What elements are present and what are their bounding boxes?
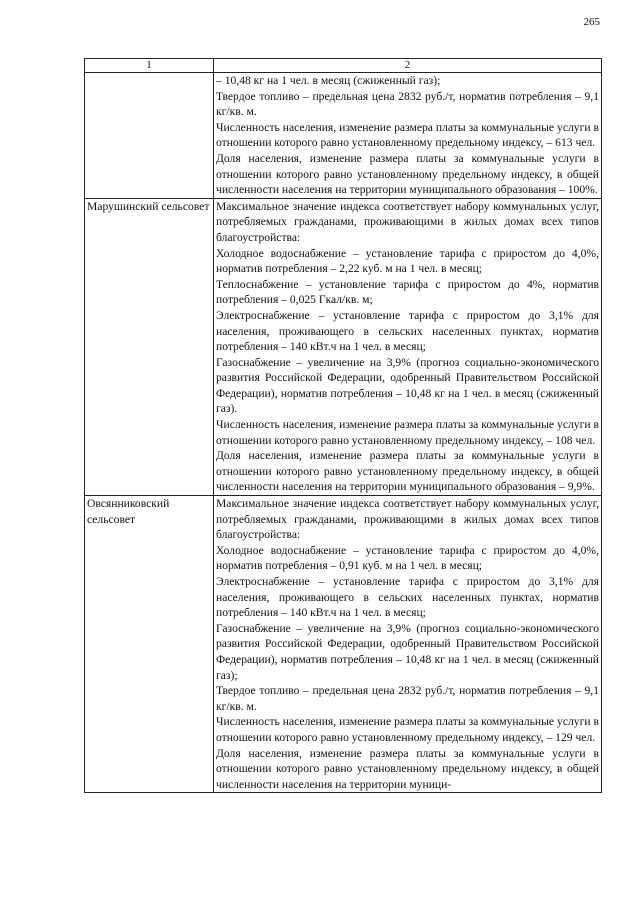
- table-row: [85, 198, 602, 495]
- description-paragraph: Доля населения, изменение размера платы за коммунальные услуги в отношении которого равно установленному предельному индексу, в общей численности населения на территории муниципального образования – 100%.: [216, 151, 599, 197]
- municipality-cell: [85, 198, 214, 495]
- description-paragraph: Теплоснабжение – установление тарифа с приростом до 4%, норматив потребления – 0,025 Гкал/кв. м;: [216, 277, 599, 307]
- description-cell: [214, 198, 602, 495]
- description-paragraph: Твердое топливо – предельная цена 2832 руб./т, норматив потребления – 9,1 кг/кв. м.: [216, 684, 599, 713]
- page-number: 265: [583, 16, 600, 28]
- description-paragraph: Электроснабжение – установление тарифа с приростом до 3,1% для населения, проживающего в сельских населенных пунктах, норматив потребления – 140 кВт.ч на 1 чел. в месяц;: [216, 575, 599, 620]
- description-paragraph: Холодное водоснабжение – установление тарифа с приростом до 4,0%, норматив потребления – 2,22 куб. м на 1 чел. в месяц;: [216, 246, 599, 276]
- description-paragraph: Газоснабжение – увеличение на 3,9% (прогноз социально-экономического развития Российской Федерации, одобренный Правительством Российской Федерации), норматив потребления – 10,48 кг на 1 чел. в месяц (сжиженный газ).: [216, 355, 599, 416]
- municipality-cell: [85, 73, 214, 199]
- description-paragraph: Максимальное значение индекса соответствует набору коммунальных услуг, потребляемых гражданами, проживающими в жилых домах всех типов благоустройства:: [216, 497, 599, 542]
- table-row: [85, 496, 602, 793]
- municipality-name: Овсянниковский сельсовет: [87, 497, 170, 526]
- table-row: [85, 73, 602, 199]
- column-header-2: 2: [214, 59, 602, 73]
- description-paragraph: Холодное водоснабжение – установление тарифа с приростом до 4,0%, норматив потребления – 0,91 куб. м на 1 чел. в месяц;: [216, 543, 599, 573]
- description-cell: [214, 496, 602, 793]
- description-paragraph: Доля населения, изменение размера платы за коммунальные услуги в отношении которого равно установленному предельному индексу, в общей численности населения на территории муници-: [216, 746, 599, 791]
- description-paragraph: Численность населения, изменение размера платы за коммунальные услуги в отношении которого равно установленному предельному индексу, – 108 чел.: [216, 418, 599, 447]
- description-paragraph: Газоснабжение – увеличение на 3,9% (прогноз социально-экономического развития Российской Федерации, одобренный Правительством Российской Федерации), норматив потребления – 10,48 кг на 1 чел. в месяц (сжиженный газ);: [216, 621, 599, 682]
- column-header-1: 1: [85, 59, 214, 73]
- description-paragraph: – 10,48 кг на 1 чел. в месяц (сжиженный газ);: [216, 74, 441, 87]
- municipality-cell: [85, 496, 214, 793]
- municipality-name: Марушинский сельсовет: [87, 199, 210, 213]
- description-cell: [214, 73, 602, 199]
- description-paragraph: Твердое топливо – предельная цена 2832 руб./т, норматив потребления – 9,1 кг/кв. м.: [216, 89, 599, 119]
- table-header-row: [85, 59, 602, 73]
- description-paragraph: Максимальное значение индекса соответствует набору коммунальных услуг, потребляемых гражданами, проживающими в жилых домах всех типов благоустройства:: [216, 199, 599, 244]
- data-table: [84, 58, 602, 793]
- description-paragraph: Доля населения, изменение размера платы за коммунальные услуги в отношении которого равно установленному предельному индексу, в общей численности населения на территории муниципального образования – 9,9%.: [216, 449, 599, 494]
- description-paragraph: Электроснабжение – установление тарифа с приростом до 3,1% для населения, проживающего в сельских населенных пунктах, норматив потребления – 140 кВт.ч на 1 чел. в месяц;: [216, 308, 599, 354]
- description-paragraph: Численность населения, изменение размера платы за коммунальные услуги в отношении которого равно установленному предельному индексу, – 613 чел.: [216, 120, 599, 150]
- description-paragraph: Численность населения, изменение размера платы за коммунальные услуги в отношении которого равно установленному предельному индексу, – 129 чел.: [216, 715, 599, 744]
